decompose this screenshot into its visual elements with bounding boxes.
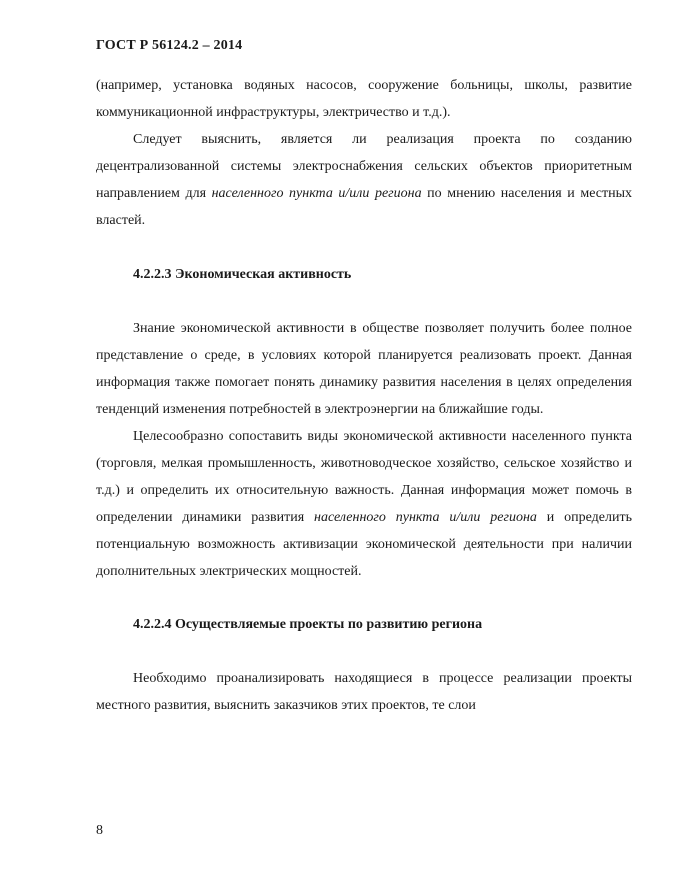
italic-term: населенного пункта и/или региона	[211, 186, 422, 201]
paragraph-economic-knowledge: Знание экономической активности в обществе позволяет получить более полное представление о среде, в условиях которой планируется реализовать проект. Данная информация также помогает понять динамику развития населения в целях определения тенденций изменения потребностей в электроэнергии на ближайшие годы.	[96, 321, 632, 417]
document-header: ГОСТ Р 56124.2 – 2014	[96, 38, 243, 53]
paragraph-text: и определить потенциальную возможность активизации экономической деятельности при наличии дополнительных электрических мощностей.	[96, 510, 632, 579]
italic-term: населенного пункта и/или региона	[314, 510, 537, 525]
page-number: 8	[96, 823, 103, 838]
paragraph-analyze-projects: Необходимо проанализировать находящиеся в процессе реализации проекты местного развития, выяснить заказчиков этих проектов, те слои	[96, 671, 632, 713]
paragraph-priority	[96, 126, 632, 234]
paragraph-text: по мнению населения и местных властей.	[96, 186, 633, 228]
paragraph-text: Следует выяснить, является ли реализация проекта по созданию децентрализованной системы электроснабжения сельских объектов приоритетным направлением для	[96, 132, 632, 201]
paragraph-text: Целесообразно сопоставить виды экономической активности населенного пункта (торговля, мелкая промышленность, животноводческое хозяйство, сельское хозяйство и т.д.) и определить их относительную важность. Данная информация может помочь в определении динамики развития	[96, 429, 632, 525]
paragraph-compare-activities	[96, 423, 632, 585]
document-body	[96, 72, 632, 719]
section-heading-regional-projects: 4.2.2.4 Осуществляемые проекты по развитию региона	[133, 617, 483, 632]
section-heading-economic-activity: 4.2.2.3 Экономическая активность	[133, 267, 352, 282]
paragraph-continuation: (например, установка водяных насосов, сооружение больницы, школы, развитие коммуникационной инфраструктуры, электричество и т.д.).	[96, 78, 632, 120]
